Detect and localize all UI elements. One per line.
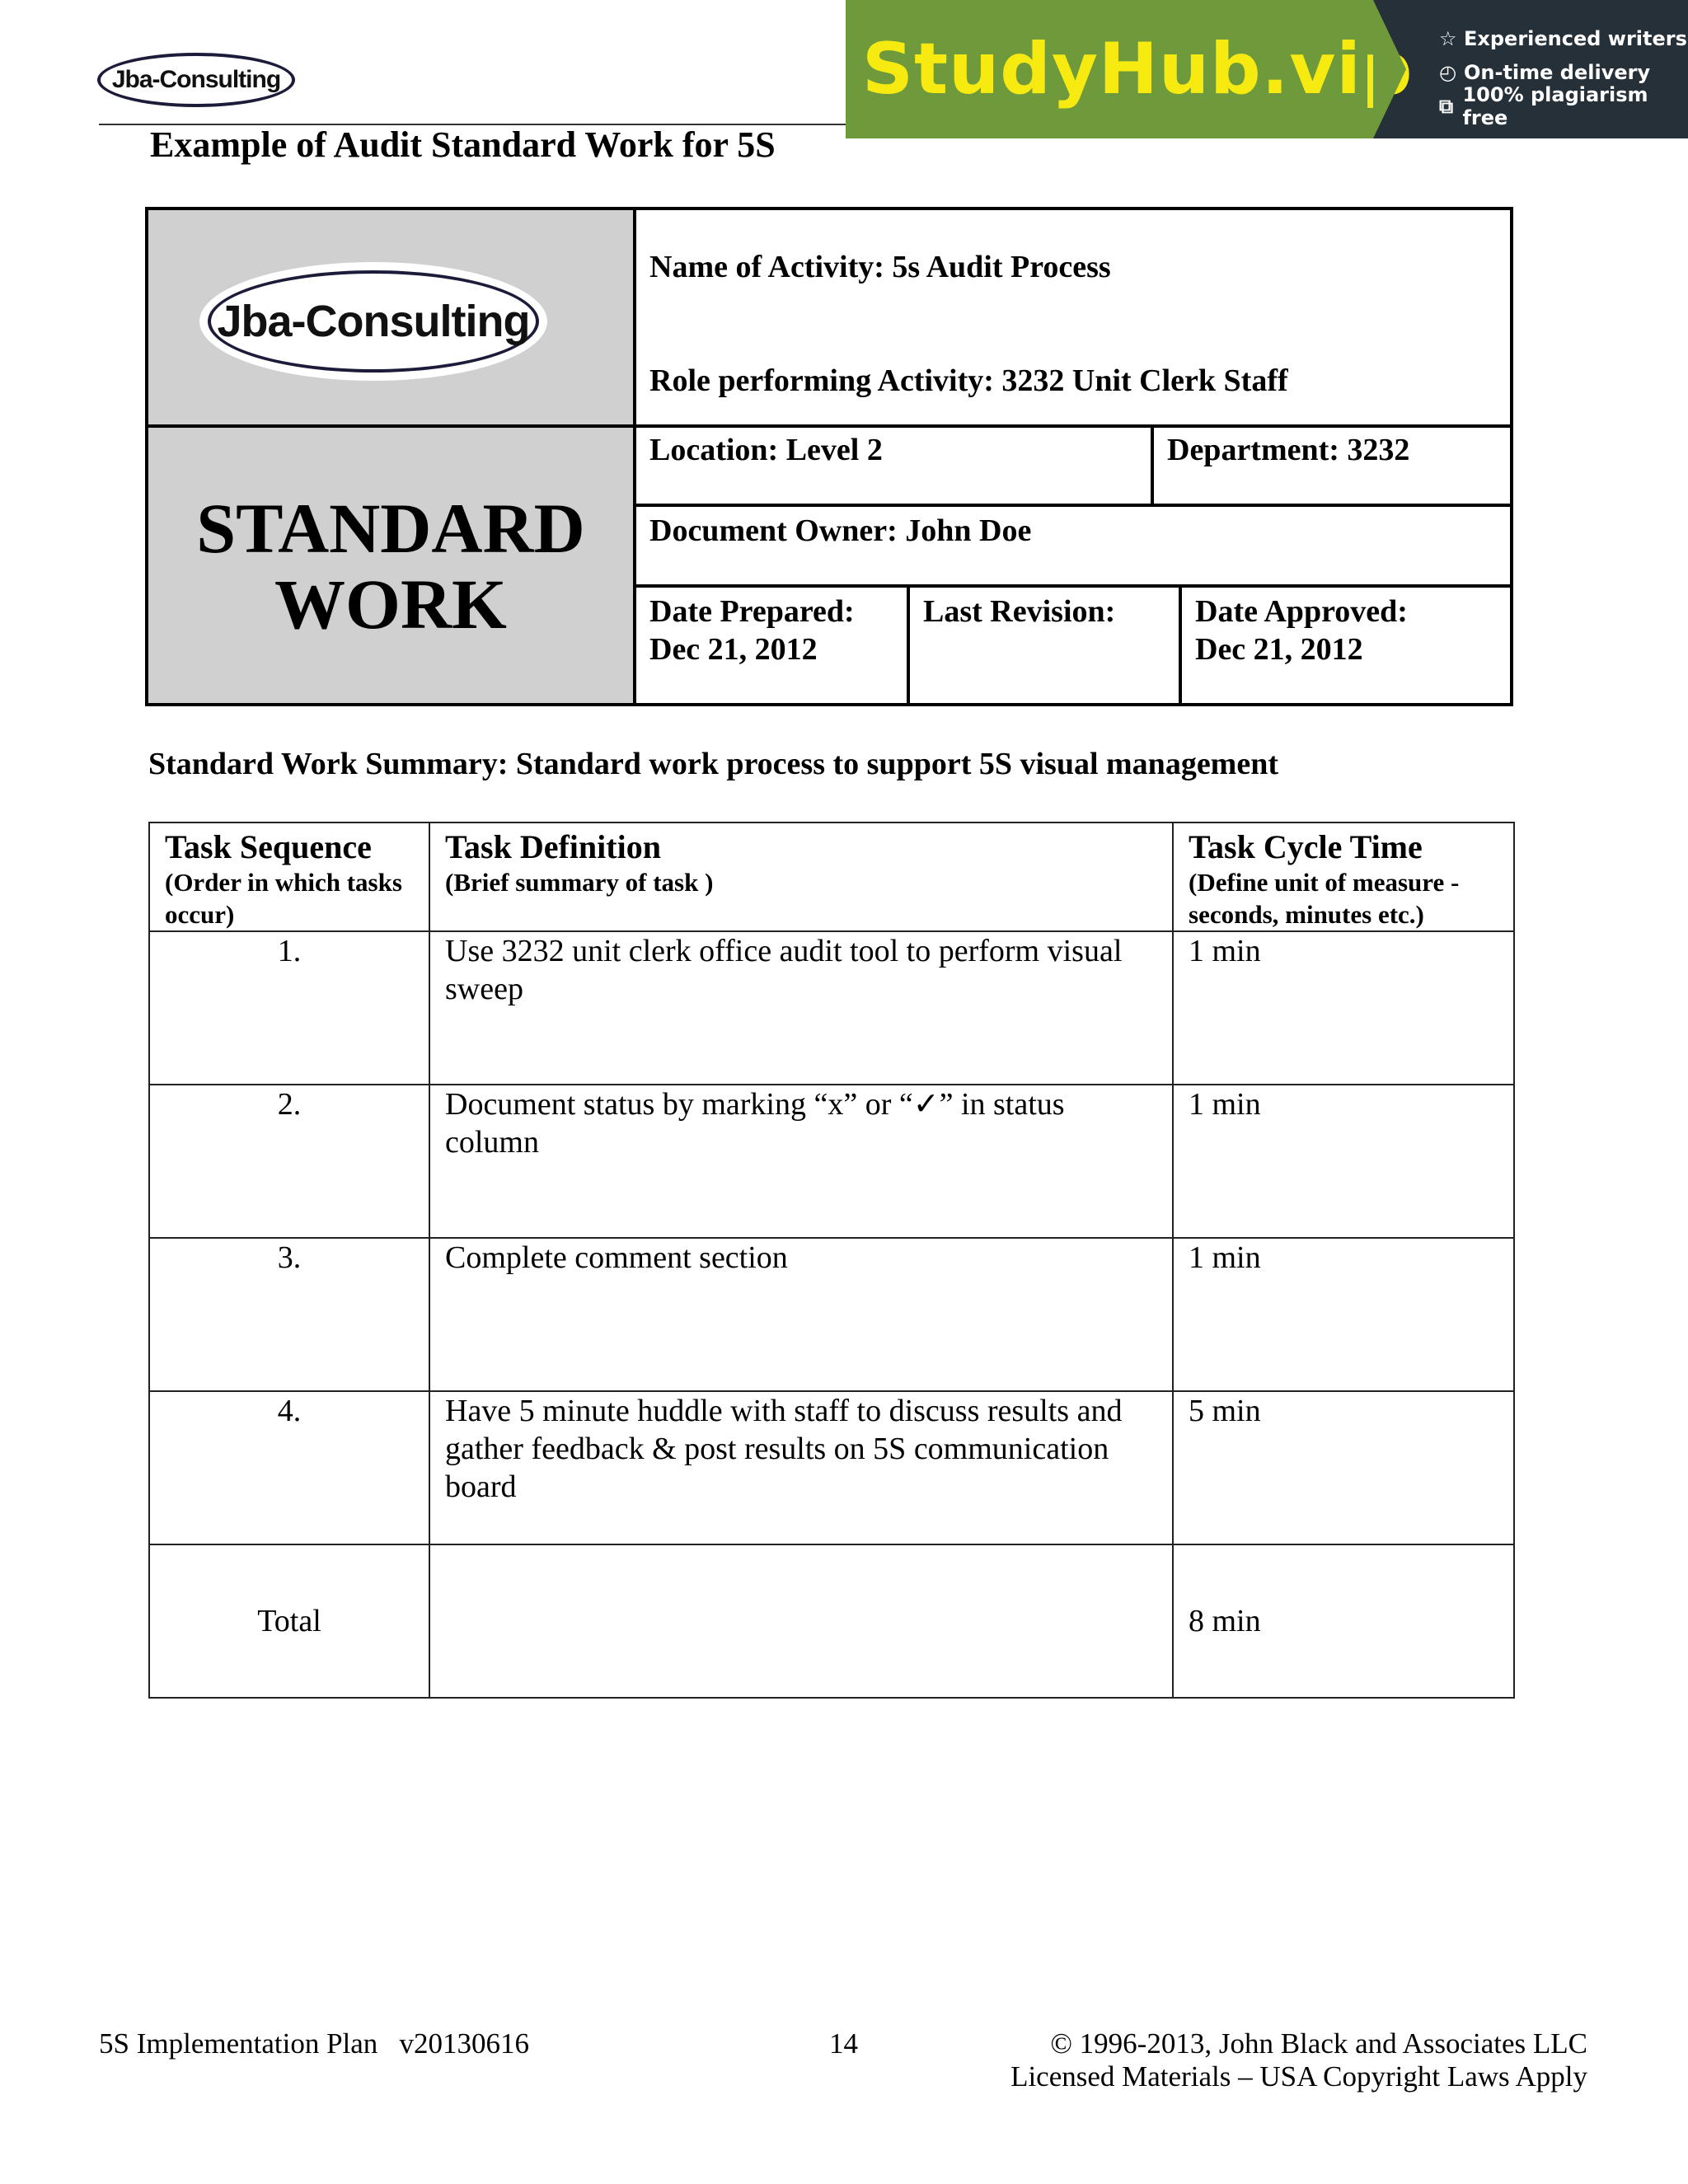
banner-feature-text: 100% plagiarism free bbox=[1462, 82, 1648, 129]
license-line: Licensed Materials – USA Copyright Laws Apply bbox=[1010, 2060, 1587, 2093]
footer-page-number: 14 bbox=[829, 2027, 858, 2060]
task-cycle-time: 5 min bbox=[1173, 1391, 1514, 1544]
last-revision-cell bbox=[907, 584, 1182, 706]
task-sequence: 4. bbox=[149, 1391, 429, 1544]
department: Department: 3232 bbox=[1167, 433, 1410, 467]
date-prepared-label: Date Prepared: bbox=[649, 594, 855, 629]
banner-feature bbox=[1439, 21, 1688, 55]
header-task-definition: Task Definition (Brief summary of task ) bbox=[429, 823, 1173, 931]
task-definition: Complete comment section bbox=[429, 1238, 1173, 1391]
location: Location: Level 2 bbox=[649, 433, 883, 467]
last-revision-label: Last Revision: bbox=[923, 594, 1116, 629]
task-definition: Have 5 minute huddle with staff to discuss results and gather feedback & post results on 5S communication board bbox=[429, 1391, 1173, 1544]
activity-cell bbox=[633, 207, 1513, 428]
info-logo-text: Jba-Consulting bbox=[217, 297, 530, 346]
owner-cell bbox=[633, 504, 1513, 588]
task-definition: Use 3232 unit clerk office audit tool to perform visual sweep bbox=[429, 931, 1173, 1085]
banner-brand: StudyHub.vip bbox=[862, 28, 1414, 110]
standard-work-line2: WORK bbox=[274, 565, 507, 644]
standard-work-cell bbox=[145, 424, 636, 706]
standard-work-line1: STANDARD bbox=[196, 489, 585, 568]
task-cycle-time: 1 min bbox=[1173, 931, 1514, 1085]
task-sequence: 2. bbox=[149, 1085, 429, 1238]
banner-feature-text: Experienced writers bbox=[1464, 26, 1687, 50]
table-row bbox=[149, 931, 1514, 1085]
document-owner: Document Owner: John Doe bbox=[649, 513, 1032, 548]
clock-icon: ◴ bbox=[1439, 60, 1456, 84]
task-cycle-time: 1 min bbox=[1173, 1085, 1514, 1238]
header-logo-text: Jba-Consulting bbox=[111, 66, 281, 93]
activity-name: Name of Activity: 5s Audit Process bbox=[649, 250, 1111, 284]
task-sequence: 1. bbox=[149, 931, 429, 1085]
total-definition bbox=[429, 1544, 1173, 1698]
department-cell bbox=[1151, 424, 1513, 507]
info-logo bbox=[208, 270, 539, 373]
task-definition: Document status by marking “x” or “✓” in status column bbox=[429, 1085, 1173, 1238]
task-sequence: 3. bbox=[149, 1238, 429, 1391]
table-row bbox=[149, 1391, 1514, 1544]
date-prepared-cell bbox=[633, 584, 910, 706]
date-approved: Dec 21, 2012 bbox=[1195, 632, 1363, 667]
date-prepared: Dec 21, 2012 bbox=[649, 632, 818, 667]
banner-brand-panel bbox=[846, 0, 1414, 138]
copyright-line: © 1996-2013, John Black and Associates LLC bbox=[1050, 2027, 1587, 2060]
footer-doc-version: 5S Implementation Plan v20130616 bbox=[99, 2027, 530, 2060]
table-header-row bbox=[149, 823, 1514, 931]
header-logo bbox=[97, 53, 295, 107]
table-row bbox=[149, 1085, 1514, 1238]
copy-icon: ⧉ bbox=[1439, 94, 1454, 118]
header-task-cycle-time: Task Cycle Time (Define unit of measure - seconds, minutes etc.) bbox=[1173, 823, 1514, 931]
banner-features bbox=[1373, 0, 1688, 138]
total-label: Total bbox=[149, 1544, 429, 1698]
total-cycle-time: 8 min bbox=[1173, 1544, 1514, 1698]
location-cell bbox=[633, 424, 1154, 507]
work-summary: Standard Work Summary: Standard work process to support 5S visual management bbox=[148, 747, 1278, 781]
task-cycle-time: 1 min bbox=[1173, 1238, 1514, 1391]
banner-feature-text: On-time delivery bbox=[1464, 60, 1651, 84]
star-icon: ☆ bbox=[1439, 26, 1457, 50]
date-approved-label: Date Approved: bbox=[1195, 594, 1408, 629]
task-table bbox=[148, 822, 1515, 1699]
date-approved-cell bbox=[1179, 584, 1513, 706]
total-row bbox=[149, 1544, 1514, 1698]
header-task-sequence: Task Sequence (Order in which tasks occur) bbox=[149, 823, 429, 931]
page-title: Example of Audit Standard Work for 5S bbox=[150, 124, 776, 165]
ad-banner[interactable] bbox=[846, 0, 1688, 138]
activity-role: Role performing Activity: 3232 Unit Clerk Staff bbox=[649, 363, 1288, 398]
banner-feature bbox=[1439, 82, 1688, 129]
footer-copyright bbox=[1010, 2027, 1587, 2093]
table-row bbox=[149, 1238, 1514, 1391]
